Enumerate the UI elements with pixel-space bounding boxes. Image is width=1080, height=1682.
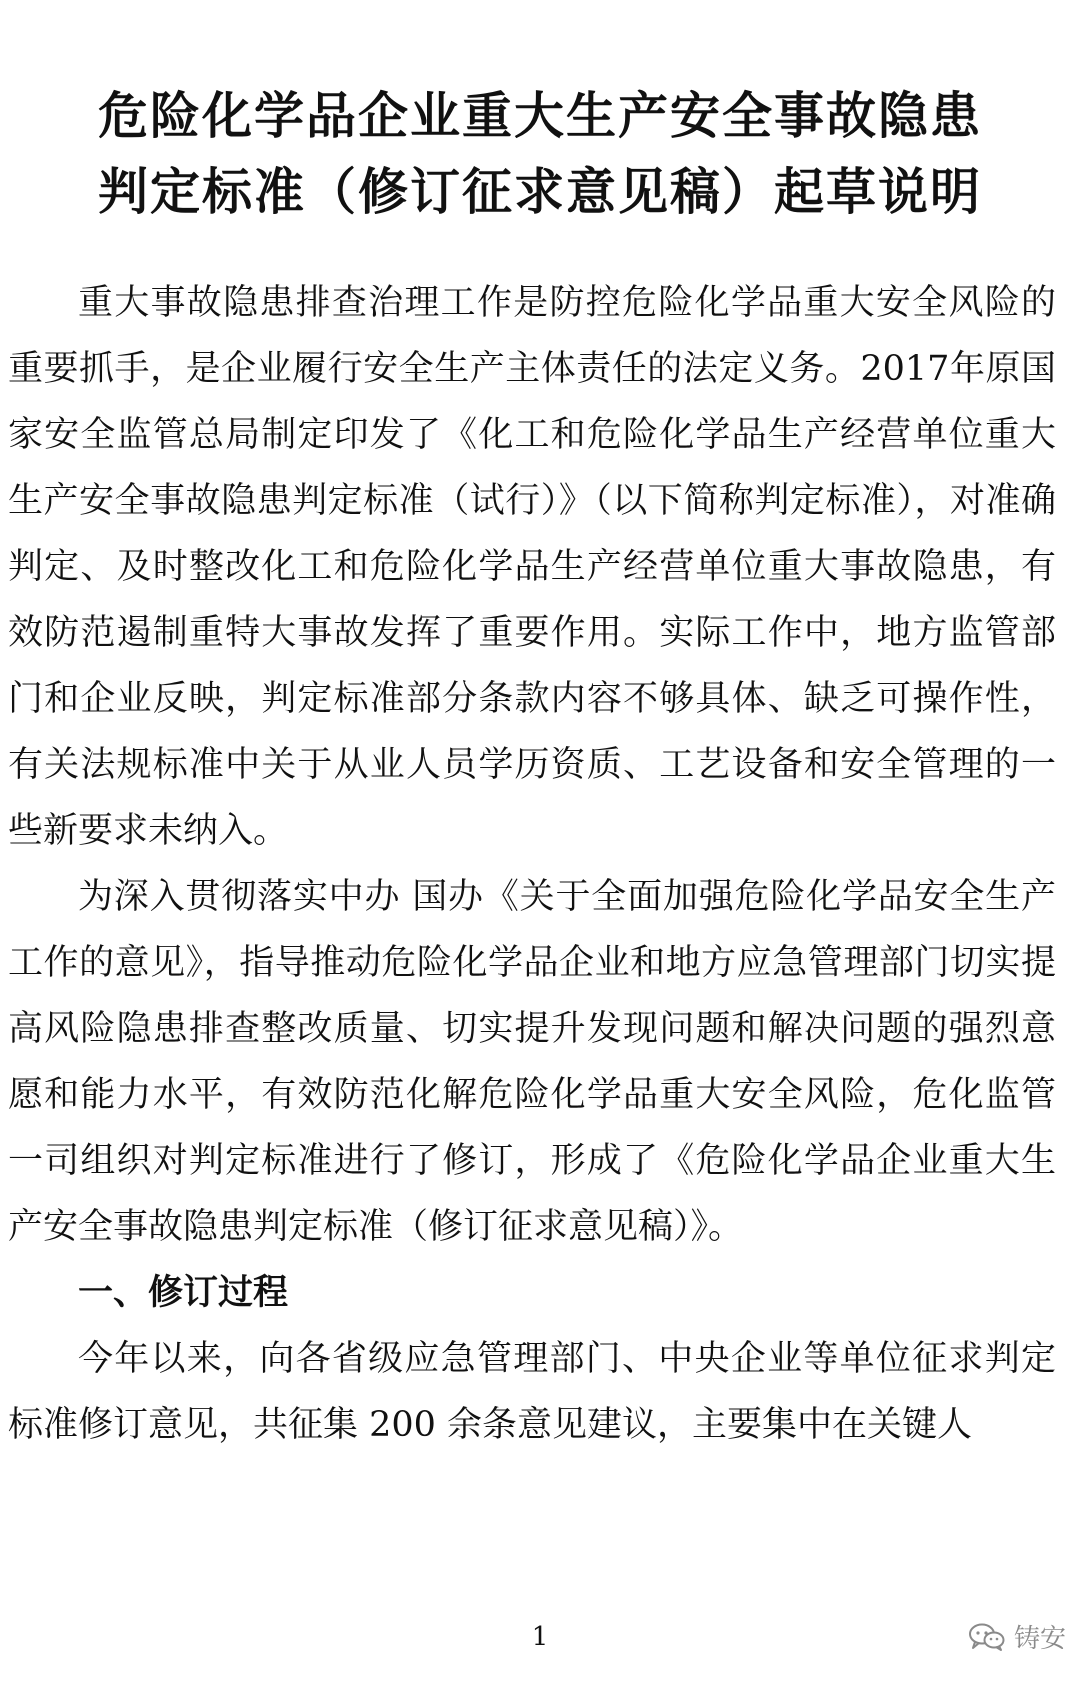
paragraph-revision-process: 今年以来，向各省级应急管理部门、中央企业等单位征求判定标准修订意见，共征集 200 余条意见建议，主要集中在关键人	[8, 1339, 1056, 1445]
document-body	[8, 270, 1056, 1458]
paragraph-purpose: 为深入贯彻落实中办 国办《关于全面加强危险化学品安全生产工作的意见》，指导推动危险化学品企业和地方应急管理部门切实提高风险隐患排查整改质量、切实提升发现问题和解决问题的强烈意愿和能力水平，有效防范化解危险化学品重大安全风险，危化监管一司组织对判定标准进行了修订，形成了《危险化学品企业重大生产安全事故隐患判定标准（修订征求意见稿）》。	[8, 877, 1056, 1247]
page-number: 1	[531, 1622, 549, 1652]
paragraph-intro: 重大事故隐患排查治理工作是防控危险化学品重大安全风险的重要抓手，是企业履行安全生产主体责任的法定义务。2017年原国家安全监管总局制定印发了《化工和危险化学品生产经营单位重大生产安全事故隐患判定标准（试行）》（以下简称判定标准），对准确判定、及时整改化工和危险化学品生产经营单位重大事故隐患，有效防范遏制重特大事故发挥了重要作用。实际工作中，地方监管部门和企业反映，判定标准部分条款内容不够具体、缺乏可操作性，有关法规标准中关于从业人员学历资质、工艺设备和安全管理的一些新要求未纳入。	[8, 283, 1056, 851]
section-heading-revision-process: 一、修订过程	[78, 1273, 289, 1313]
wechat-icon	[968, 1622, 1006, 1652]
title-line-2: 判定标准（修订征求意见稿）起草说明	[98, 163, 982, 221]
title-line-1: 危险化学品企业重大生产安全事故隐患	[98, 87, 982, 145]
watermark-text: 铸安	[1013, 1624, 1066, 1654]
document-title	[0, 78, 1080, 230]
watermark	[968, 1618, 1066, 1655]
